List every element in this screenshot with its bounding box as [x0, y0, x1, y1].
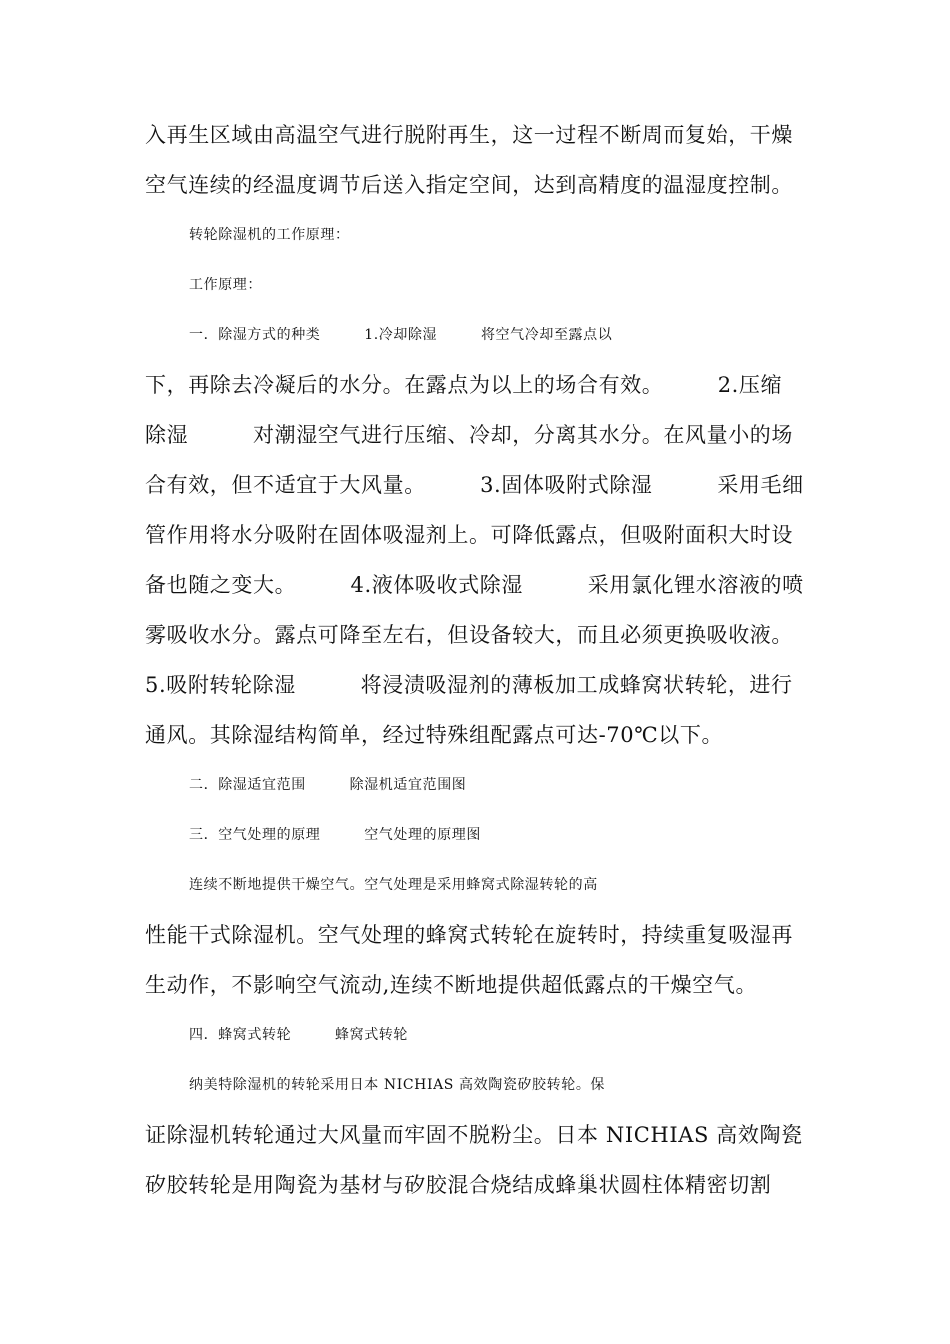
text-line: 合有效，但不适宜于大风量。 3.固体吸附式除湿 采用毛细 — [145, 473, 804, 497]
text-line: 连续不断地提供干燥空气。空气处理是采用蜂窝式除湿转轮的高 — [189, 877, 598, 893]
text-line: 管作用将水分吸附在固体吸湿剂上。可降低露点，但吸附面积大时设 — [145, 523, 793, 547]
text-line: 证除湿机转轮通过大风量而牢固不脱粉尘。日本 NICHIAS 高效陶瓷 — [145, 1123, 803, 1147]
text-line: 雾吸收水分。露点可降至左右，但设备较大，而且必须更换吸收液。 — [145, 623, 793, 647]
text-line: 通风。其除湿结构简单，经过特殊组配露点可达-70℃以下。 — [145, 723, 724, 747]
text-line: 5.吸附转轮除湿 将浸渍吸湿剂的薄板加工成蜂窝状转轮，进行 — [145, 673, 793, 697]
section-heading: 四．蜂窝式转轮 蜂窝式转轮 — [189, 1027, 408, 1043]
text-line: 生动作，不影响空气流动,连续不断地提供超低露点的干燥空气。 — [145, 973, 758, 997]
section-heading: 工作原理： — [189, 277, 262, 293]
text-line: 空气连续的经温度调节后送入指定空间，达到高精度的温湿度控制。 — [145, 173, 793, 197]
section-heading: 三．空气处理的原理 空气处理的原理图 — [189, 827, 481, 843]
text-line: 性能干式除湿机。空气处理的蜂窝式转轮在旋转时，持续重复吸湿再 — [145, 923, 793, 947]
text-line: 下，再除去冷凝后的水分。在露点为以上的场合有效。 2.压缩 — [145, 373, 783, 397]
section-heading: 二．除湿适宜范围 除湿机适宜范围图 — [189, 777, 467, 793]
text-line: 备也随之变大。 4.液体吸收式除湿 采用氯化锂水溶液的喷 — [145, 573, 804, 597]
text-line: 一．除湿方式的种类 1.冷却除湿 将空气冷却至露点以 — [189, 327, 613, 343]
text-line: 矽胶转轮是用陶瓷为基材与矽胶混合烧结成蜂巢状圆柱体精密切割 — [145, 1173, 772, 1197]
text-line: 除湿 对潮湿空气进行压缩、冷却，分离其水分。在风量小的场 — [145, 423, 793, 447]
section-heading: 转轮除湿机的工作原理： — [189, 227, 350, 243]
text-line: 入再生区域由高温空气进行脱附再生，这一过程不断周而复始，干燥 — [145, 123, 793, 147]
text-line: 纳美特除湿机的转轮采用日本 NICHIAS 高效陶瓷矽胶转轮。保 — [189, 1077, 606, 1093]
